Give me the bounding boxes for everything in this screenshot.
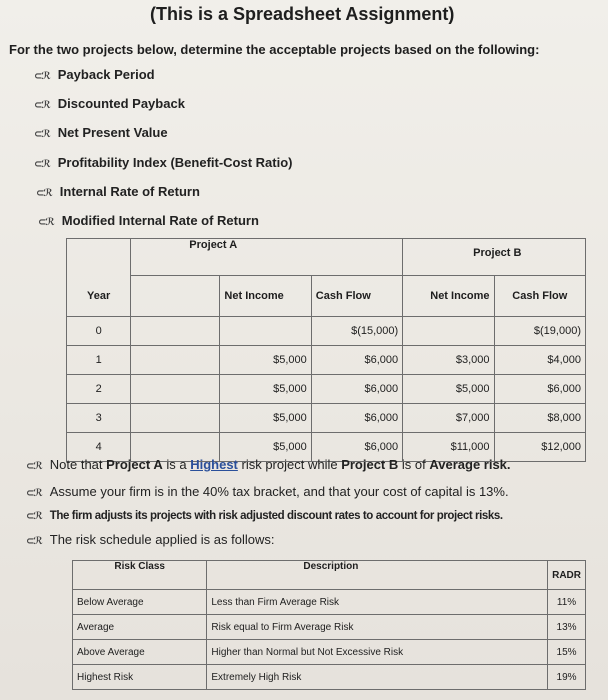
description-header: Description [207, 561, 548, 590]
table-row: 1 $5,000 $6,000 $3,000 $4,000 [67, 346, 586, 375]
risk-schedule-table [72, 560, 586, 690]
a-net-income-header: Net Income [220, 276, 311, 317]
method-item: ⊂ℛ Profitability Index (Benefit-Cost Ratio) [34, 155, 293, 170]
method-item: ⊂ℛ Net Present Value [34, 125, 168, 140]
note-tax: ⊂ℛ Assume your firm is in the 40% tax bracket, and that your cost of capital is 13%. [26, 484, 509, 499]
projects-table [66, 238, 586, 462]
table-row: 3 $5,000 $6,000 $7,000 $8,000 [67, 404, 586, 433]
intro-text: For the two projects below, determine the acceptable projects based on the following: [9, 42, 540, 57]
note-radr: ⊂ℛ The firm adjusts its projects with risk adjusted discount rates to account for project risks. [26, 510, 503, 522]
project-b-label: Project B [403, 239, 586, 276]
b-cash-flow-header: Cash Flow [494, 276, 585, 317]
table-row: Above Average Higher than Normal but Not Excessive Risk 15% [73, 640, 586, 665]
bullet-icon: ⊂ℛ [34, 159, 50, 170]
highest-link: Highest [190, 457, 238, 472]
method-item: ⊂ℛ Modified Internal Rate of Return [38, 213, 259, 228]
method-item: ⊂ℛ Payback Period [34, 67, 155, 82]
risk-class-header: Risk Class [73, 561, 207, 590]
bullet-icon: ⊂ℛ [34, 100, 50, 111]
table-row: Average Risk equal to Firm Average Risk 13% [73, 615, 586, 640]
radr-header: RADR [548, 561, 586, 590]
table-row: Below Average Less than Firm Average Risk 11% [73, 590, 586, 615]
bullet-icon: ⊂ℛ [26, 461, 42, 472]
table-row: 2 $5,000 $6,000 $5,000 $6,000 [67, 375, 586, 404]
bullet-icon: ⊂ℛ [26, 488, 42, 499]
bullet-icon: ⊂ℛ [34, 71, 50, 82]
bullet-icon: ⊂ℛ [26, 536, 42, 547]
method-item: ⊂ℛ Discounted Payback [34, 96, 185, 111]
page-title: (This is a Spreadsheet Assignment) [150, 4, 455, 24]
b-net-income-header: Net Income [403, 276, 494, 317]
note-risk: ⊂ℛ Note that Project A is a Highest risk project while Project B is of Average risk. [26, 457, 511, 472]
a-cash-flow-header: Cash Flow [311, 276, 402, 317]
project-a-label: Project A [131, 239, 403, 276]
table-row: Highest Risk Extremely High Risk 19% [73, 665, 586, 690]
table-row: 0 $(15,000) $(19,000) [67, 317, 586, 346]
bullet-icon: ⊂ℛ [26, 511, 42, 522]
year-header: Year [67, 276, 131, 317]
bullet-icon: ⊂ℛ [34, 129, 50, 140]
note-schedule: ⊂ℛ The risk schedule applied is as follows: [26, 532, 275, 547]
bullet-icon: ⊂ℛ [38, 217, 54, 228]
table-row: 4 $5,000 $6,000 $11,000 $12,000 [67, 433, 586, 462]
bullet-icon: ⊂ℛ [36, 188, 52, 199]
method-item: ⊂ℛ Internal Rate of Return [36, 184, 200, 199]
